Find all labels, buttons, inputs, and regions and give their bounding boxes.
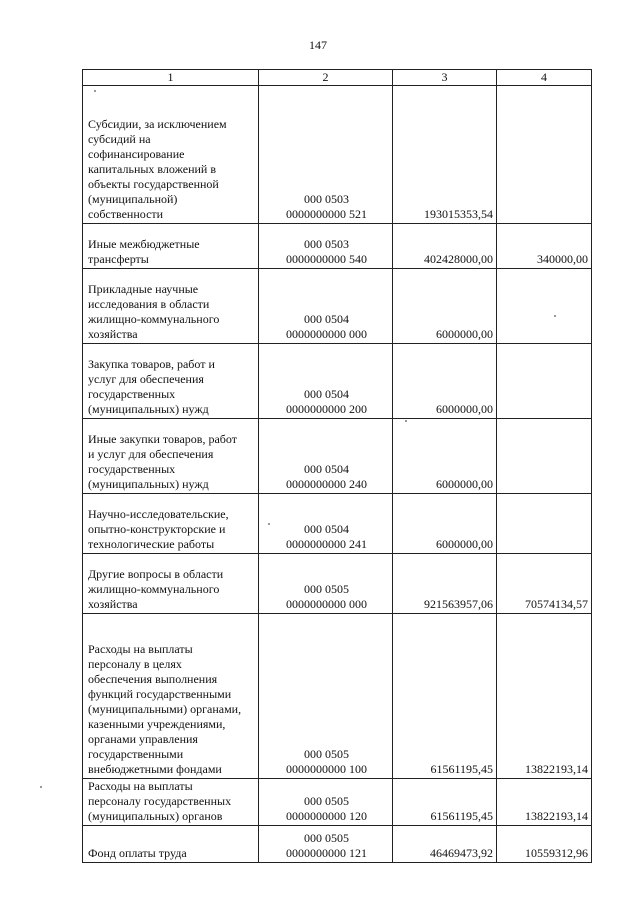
description-line: государственных [88, 387, 176, 401]
row-amount-col4: 13822193,14 [497, 614, 592, 779]
description-line: хозяйства [88, 327, 138, 341]
row-description [83, 494, 259, 554]
code-line: 000 0505 [304, 582, 349, 596]
column-header-2: 2 [259, 70, 393, 86]
description-line: (муниципальных) нужд [88, 477, 209, 491]
code-line: 0000000000 000 [286, 597, 367, 611]
column-header-4: 4 [497, 70, 592, 86]
code-line: 000 0504 [304, 462, 349, 476]
description-line: Расходы на выплаты [88, 779, 193, 793]
row-code [259, 554, 393, 614]
row-description [83, 614, 259, 779]
row-description [83, 269, 259, 344]
code-line: 000 0503 [304, 192, 349, 206]
row-amount-col4 [497, 419, 592, 494]
row-amount-col3: 193015353,54 [393, 86, 497, 224]
row-code [259, 224, 393, 269]
code-line: 0000000000 121 [286, 846, 367, 860]
budget-table [82, 69, 592, 863]
table-row [83, 86, 592, 224]
row-description [83, 419, 259, 494]
description-line: персоналу в целях [88, 657, 182, 671]
code-line: 000 0505 [304, 831, 349, 845]
row-amount-col4 [497, 494, 592, 554]
row-amount-col3: 6000000,00 [393, 419, 497, 494]
description-line: субсидий на [88, 132, 151, 146]
description-line: Другие вопросы в области [88, 567, 224, 581]
code-line: 0000000000 521 [286, 207, 367, 221]
code-line: 0000000000 200 [286, 402, 367, 416]
description-line: трансферты [88, 252, 149, 266]
description-line: жилищно-коммунального [88, 582, 220, 596]
description-line: технологические работы [88, 537, 215, 551]
scan-speck [40, 786, 42, 788]
table-row [83, 344, 592, 419]
column-header-3: 3 [393, 70, 497, 86]
row-amount-col3: 46469473,92 [393, 826, 497, 863]
code-line: 000 0505 [304, 794, 349, 808]
description-line: (муниципальной) [88, 192, 178, 206]
row-amount-col3: 61561195,45 [393, 779, 497, 826]
description-line: Прикладные научные [88, 282, 199, 296]
description-line: (муниципальными) органами, [88, 702, 242, 716]
row-description [83, 344, 259, 419]
code-line: 000 0504 [304, 522, 349, 536]
code-line: 0000000000 240 [286, 477, 367, 491]
page-number: 147 [309, 38, 327, 52]
scan-speck [405, 420, 407, 422]
description-line: капитальных вложений в [88, 162, 217, 176]
code-line: 0000000000 000 [286, 327, 367, 341]
table-row [83, 494, 592, 554]
description-line: обеспечения выполнения [88, 672, 218, 686]
code-line: 0000000000 100 [286, 762, 367, 776]
description-line: государственных [88, 462, 176, 476]
description-line: персоналу государственных [88, 794, 232, 808]
row-code [259, 344, 393, 419]
scan-speck [94, 90, 96, 92]
row-code [259, 614, 393, 779]
description-line: органами управления [88, 732, 198, 746]
table-row [83, 419, 592, 494]
description-line: Расходы на выплаты [88, 642, 193, 656]
table-row [83, 826, 592, 863]
description-line: Иные межбюджетные [88, 237, 200, 251]
table-body [83, 86, 592, 863]
row-code [259, 779, 393, 826]
row-amount-col3: 921563957,06 [393, 554, 497, 614]
row-amount-col4: 340000,00 [497, 224, 592, 269]
row-description [83, 779, 259, 826]
description-line: жилищно-коммунального [88, 312, 220, 326]
description-line: внебюджетными фондами [88, 762, 222, 776]
table-header-row [83, 70, 592, 86]
description-line: софинансирование [88, 147, 185, 161]
row-code [259, 419, 393, 494]
table-row [83, 779, 592, 826]
row-amount-col3: 6000000,00 [393, 494, 497, 554]
code-line: 0000000000 120 [286, 809, 367, 823]
description-line: объекты государственной [88, 177, 219, 191]
row-amount-col3: 402428000,00 [393, 224, 497, 269]
description-line: (муниципальных) нужд [88, 402, 209, 416]
row-amount-col4 [497, 269, 592, 344]
description-line: (муниципальных) органов [88, 809, 223, 823]
row-amount-col3: 6000000,00 [393, 269, 497, 344]
scan-speck [554, 315, 556, 317]
description-line: и услуг для обеспечения [88, 447, 214, 461]
description-line: казенными учреждениями, [88, 717, 226, 731]
description-line: государственными [88, 747, 184, 761]
scan-speck [268, 523, 270, 525]
description-line: Субсидии, за исключением [88, 117, 227, 131]
row-amount-col3: 6000000,00 [393, 344, 497, 419]
description-line: Научно-исследовательские, [88, 507, 229, 521]
table-row [83, 269, 592, 344]
description-line: собственности [88, 207, 164, 221]
code-line: 0000000000 540 [286, 252, 367, 266]
row-amount-col4: 70574134,57 [497, 554, 592, 614]
description-line: функций государственными [88, 687, 232, 701]
row-amount-col4 [497, 86, 592, 224]
code-line: 000 0505 [304, 747, 349, 761]
table-row [83, 224, 592, 269]
row-amount-col3: 61561195,45 [393, 614, 497, 779]
row-code [259, 86, 393, 224]
description-line: услуг для обеспечения [88, 372, 204, 386]
code-line: 0000000000 241 [286, 537, 367, 551]
row-amount-col4: 13822193,14 [497, 779, 592, 826]
code-line: 000 0503 [304, 237, 349, 251]
row-code [259, 269, 393, 344]
description-line: опытно-конструкторские и [88, 522, 226, 536]
code-line: 000 0504 [304, 312, 349, 326]
table-row [83, 614, 592, 779]
row-amount-col4: 10559312,96 [497, 826, 592, 863]
code-line: 000 0504 [304, 387, 349, 401]
row-description [83, 86, 259, 224]
description-line: хозяйства [88, 597, 138, 611]
row-description [83, 554, 259, 614]
row-description [83, 224, 259, 269]
description-line: Фонд оплаты труда [88, 846, 187, 860]
description-line: Закупка товаров, работ и [88, 357, 215, 371]
description-line: исследования в области [88, 297, 210, 311]
row-amount-col4 [497, 344, 592, 419]
table-row [83, 554, 592, 614]
row-description [83, 826, 259, 863]
row-code [259, 494, 393, 554]
row-code [259, 826, 393, 863]
column-header-1: 1 [83, 70, 259, 86]
description-line: Иные закупки товаров, работ [88, 432, 237, 446]
